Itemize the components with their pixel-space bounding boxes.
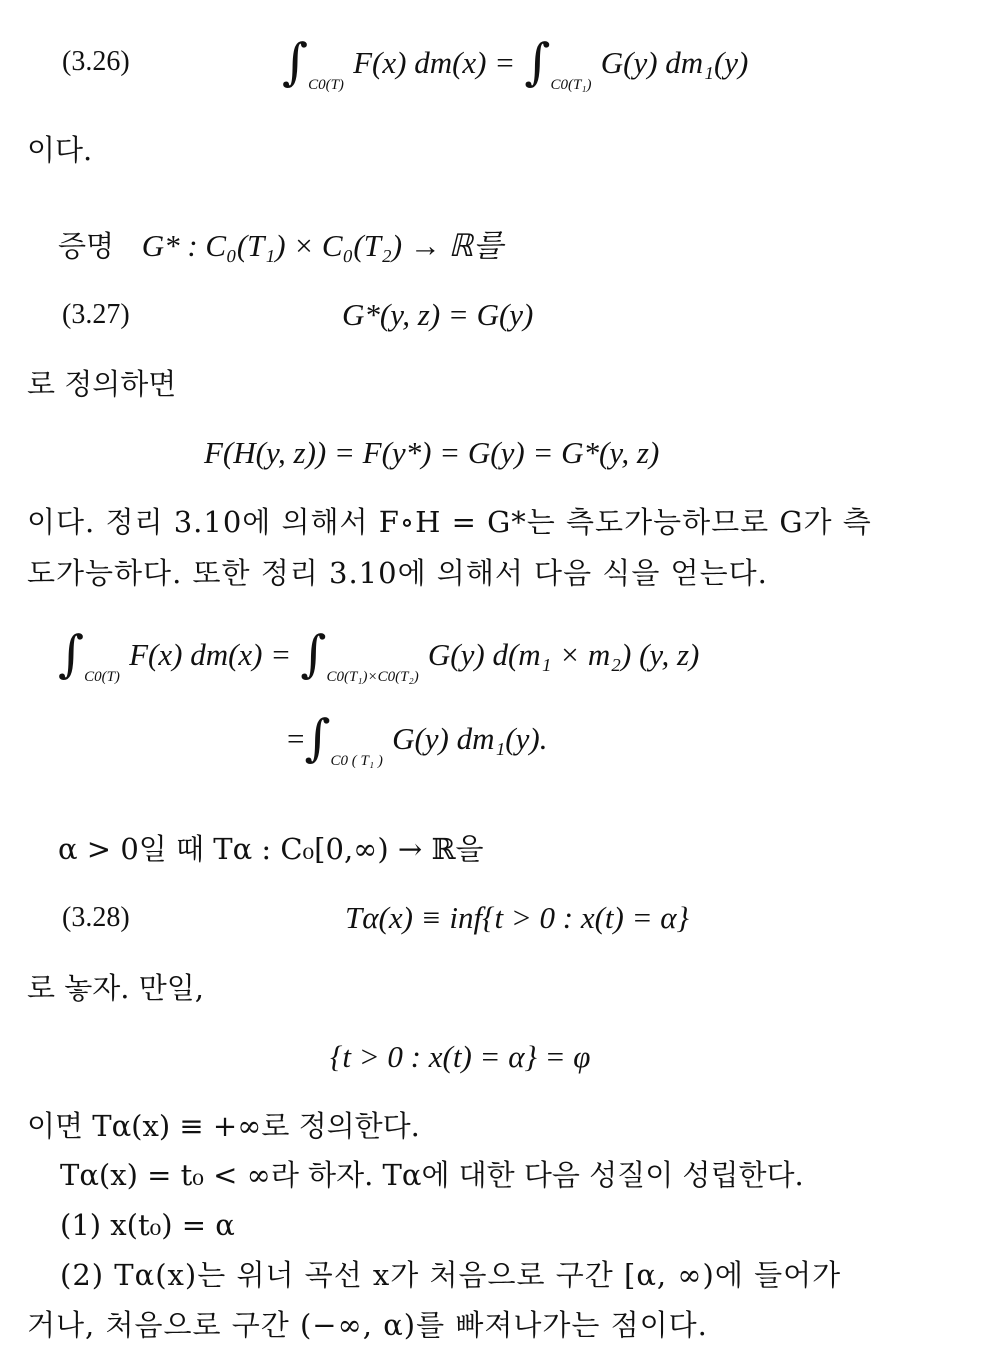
equation-rhs: G(y) dm₁(y) — [600, 45, 749, 80]
text-line: 로 정의하면 — [27, 367, 177, 401]
equation-multiline-1 — [58, 625, 700, 697]
equation-number-3-28: (3.28) — [62, 902, 130, 933]
equation-lhs: F(x) dm(x) = — [353, 45, 516, 80]
equation-number-3-26: (3.26) — [62, 46, 130, 77]
list-item: (1) x(t₀) = α — [60, 1208, 235, 1242]
equation-3-28: Tα(x) ≡ inf{t > 0 : x(t) = α} — [345, 900, 689, 935]
equation-lhs: F(x) dm(x) = — [129, 637, 292, 672]
integral-domain: C0(T₁) — [550, 77, 592, 93]
text-line: 로 놓자. 만일, — [27, 971, 204, 1005]
equation-multiline-2 — [287, 709, 548, 781]
integral-sign: ∫ — [300, 625, 327, 683]
equation-rhs: G(y) dm₁(y). — [392, 721, 548, 756]
proof-label: 증명 — [58, 229, 115, 263]
display-equation: {t > 0 : x(t) = α} = φ — [330, 1039, 591, 1074]
integral-domain: C0(T₁)×C0(T₂) — [326, 669, 419, 685]
proof-map: G* : C₀(T₁) × C₀(T₂) → ℝ를 — [141, 228, 504, 263]
integral-domain: C0(T) — [84, 669, 120, 685]
list-item: (2) Tα(x)는 위너 곡선 x가 처음으로 구간 [α, ∞)에 들어가 — [60, 1258, 842, 1292]
list-item-continuation: 거나, 처음으로 구간 (−∞, α)를 빠져나가는 점이다. — [27, 1308, 708, 1342]
integral-domain: C0 ( T₁ ) — [330, 753, 383, 769]
integral-domain: C0(T) — [308, 77, 344, 93]
display-equation: F(H(y, z)) = F(y*) = G(y) = G*(y, z) — [204, 435, 660, 470]
integral-sign: ∫ — [524, 33, 551, 91]
integral-sign: ∫ — [282, 33, 309, 91]
equation-rhs: G(y) d(m₁ × m₂) (y, z) — [427, 637, 700, 672]
integral-sign: ∫ — [58, 625, 85, 683]
text-line: 이다. — [27, 133, 93, 167]
paragraph-line: 도가능하다. 또한 정리 3.10에 의해서 다음 식을 얻는다. — [27, 556, 768, 590]
integral-sign: ∫ — [304, 709, 331, 767]
paragraph-line: 이다. 정리 3.10에 의해서 F∘H = G*는 측도가능하므로 G가 측 — [27, 505, 872, 539]
equation-3-26 — [282, 33, 749, 105]
definition-line: α > 0일 때 Tα : C₀[0,∞) → ℝ을 — [58, 832, 484, 866]
equals-sign: = — [287, 721, 305, 756]
proof-line — [58, 226, 503, 266]
equation-number-3-27: (3.27) — [62, 299, 130, 330]
equation-3-27: G*(y, z) = G(y) — [342, 297, 534, 332]
text-line: 이면 Tα(x) ≡ +∞로 정의한다. — [27, 1109, 420, 1143]
text-line: Tα(x) = t₀ < ∞라 하자. Tα에 대한 다음 성질이 성립한다. — [60, 1158, 804, 1192]
